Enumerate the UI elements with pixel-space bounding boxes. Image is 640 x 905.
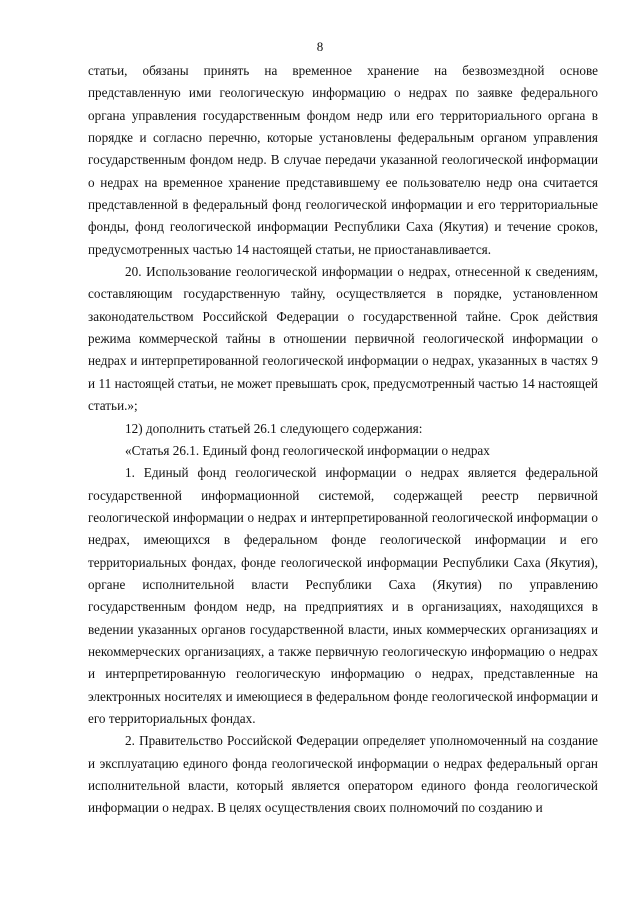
paragraph-clause-2: 2. Правительство Российской Федерации определяет уполномоченный на создание и эксплуатацию единого фонда геологической информации о недрах федеральный орган исполнительной власти, который является оператором единого фонда геологической информации о недрах. В целях осуществления своих полномочий по созданию и [88,733,598,816]
document-body [88,60,598,820]
paragraph-item-12: 12) дополнить статьей 26.1 следующего содержания: [125,420,423,436]
article-title: «Статья 26.1. Единый фонд геологической информации о недрах [125,442,490,458]
paragraph-item-20: 20. Использование геологической информации о недрах, отнесенной к сведениям, составляющим государственную тайну, осуществляется в порядке, установленном законодательством Российской Федерации о государственной тайне. Срок действия режима коммерческой тайны в отношении первичной геологической информации о недрах и интерпретированной геологической информации о недрах, указанных в частях 9 и 11 настоящей статьи, не может превышать срок, предусмотренный частью 14 настоящей статьи.»; [88,264,598,414]
paragraph-clause-1: 1. Единый фонд геологической информации о недрах является федеральной государственной информационной системой, содержащей реестр первичной геологической информации о недрах и интерпретированной геологической информации о недрах, имеющихся в федеральном фонде геологической информации и его территориальных фондах, фонде геологической информации Республики Саха (Якутия), органе исполнительной власти Республики Саха (Якутия) по управлению государственным фондом недр, на предприятиях и в организациях, находящихся в ведении указанных органов государственной власти, иных коммерческих организациях и некоммерческих организациях, а также первичную геологическую информацию о недрах и интерпретированную геологическую информацию о недрах, представленные на электронных носителях и имеющиеся в федеральном фонде геологической информации и его территориальных фондах. [88,465,598,726]
page-number: 8 [316,39,324,54]
paragraph-continuation: статьи, обязаны принять на временное хранение на безвозмездной основе представленную ими геологическую информацию о недрах по заявке федерального органа управления государственным фондом недр или его территориального органа в порядке и согласно перечню, которые установлены федеральным органом управления государственным фондом недр. В случае передачи указанной геологической информации о недрах на временное хранение представившему ее пользователю недр она считается представленной в федеральный фонд геологической информации и его территориальные фонды, фонд геологической информации Республики Саха (Якутия) и течение сроков, предусмотренных частью 14 настоящей статьи, не приостанавливается. [88,63,598,257]
